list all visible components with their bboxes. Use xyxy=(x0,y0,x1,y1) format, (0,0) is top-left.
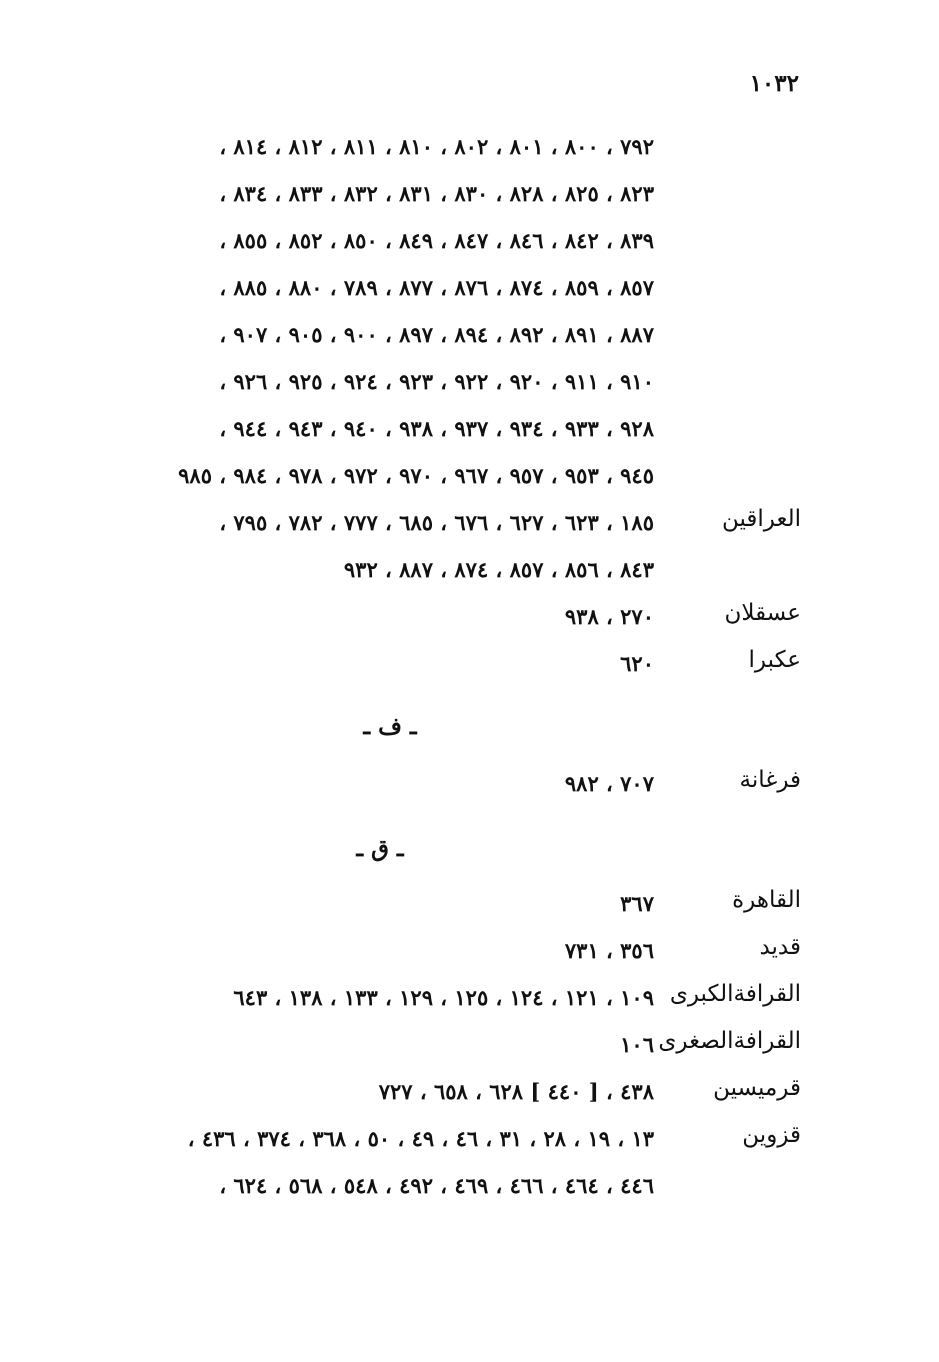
page-refs: ٤٤٦ ، ٤٦٤ ، ٤٦٦ ، ٤٦٩ ، ٤٩٢ ، ٥٤٨ ، ٥٦٨ ، ٦٢٤ ، xyxy=(219,1173,654,1198)
place-name: العراقين xyxy=(721,506,801,532)
page-refs: ٦٢٠ xyxy=(620,651,654,676)
page-refs: ١٠٦ xyxy=(620,1032,654,1057)
continued-line: ٨٨٧ ، ٨٩١ ، ٨٩٢ ، ٨٩٤ ، ٨٩٧ ، ٩٠٠ ، ٩٠٥ ، ٩٠٧ ، xyxy=(219,322,654,347)
continued-line: ٨٥٧ ، ٨٥٩ ، ٨٧٤ ، ٨٧٦ ، ٨٧٧ ، ٧٨٩ ، ٨٨٠ ، ٨٨٥ ، xyxy=(219,275,654,300)
continued-line: ٨٢٣ ، ٨٢٥ ، ٨٢٨ ، ٨٣٠ ، ٨٣١ ، ٨٣٢ ، ٨٣٣ ، ٨٣٤ ، xyxy=(219,181,654,206)
page-refs: ٢٧٠ ، ٩٣٨ xyxy=(564,604,654,629)
page-refs: ٣٥٦ ، ٧٣١ xyxy=(564,938,654,963)
page-refs: ١٣ ، ١٩ ، ٢٨ ، ٣١ ، ٤٦ ، ٤٩ ، ٥٠ ، ٣٦٨ ، ٣٧٤ ، ٤٣٦ ، xyxy=(187,1126,654,1151)
page-number: ١٠٣٢ xyxy=(749,70,799,97)
page-refs: ٧٠٧ ، ٩٨٢ xyxy=(564,771,654,796)
page-refs: ١٨٥ ، ٦٢٣ ، ٦٢٧ ، ٦٧٦ ، ٦٨٥ ، ٧٧٧ ، ٧٨٢ ، ٧٩٥ ، xyxy=(219,510,654,535)
continued-line: ٩١٠ ، ٩١١ ، ٩٢٠ ، ٩٢٢ ، ٩٢٣ ، ٩٢٤ ، ٩٢٥ ، ٩٢٦ ، xyxy=(219,369,654,394)
place-name: القرافةالكبرى xyxy=(669,981,801,1007)
place-name: قديد xyxy=(759,934,801,960)
page-refs: ١٠٩ ، ١٢١ ، ١٢٤ ، ١٢٥ ، ١٢٩ ، ١٣٣ ، ١٣٨ ، ٦٤٣ xyxy=(233,985,654,1010)
page-refs: ٤٣٨ ، [ ٤٤٠ ] ٦٢٨ ، ٦٥٨ ، ٧٢٧ xyxy=(378,1079,654,1104)
place-name: القرافةالصغرى xyxy=(658,1028,801,1054)
place-name: قرميسين xyxy=(713,1075,801,1101)
section-letter-qaf: ـ ق ـ xyxy=(356,835,404,862)
continued-line: ٩٢٨ ، ٩٣٣ ، ٩٣٤ ، ٩٣٧ ، ٩٣٨ ، ٩٤٠ ، ٩٤٣ ، ٩٤٤ ، xyxy=(219,416,654,441)
place-name: قزوين xyxy=(742,1122,801,1148)
place-name: عسقلان xyxy=(724,600,801,626)
place-name: القاهرة xyxy=(732,887,801,913)
continued-line: ٧٩٢ ، ٨٠٠ ، ٨٠١ ، ٨٠٢ ، ٨١٠ ، ٨١١ ، ٨١٢ ، ٨١٤ ، xyxy=(219,134,654,159)
place-name: عكبرا xyxy=(748,647,801,673)
page-refs: ٨٤٣ ، ٨٥٦ ، ٨٥٧ ، ٨٧٤ ، ٨٨٧ ، ٩٣٢ xyxy=(343,557,654,582)
continued-line: ٨٣٩ ، ٨٤٢ ، ٨٤٦ ، ٨٤٧ ، ٨٤٩ ، ٨٥٠ ، ٨٥٢ ، ٨٥٥ ، xyxy=(219,228,654,253)
page-refs: ٣٦٧ xyxy=(620,891,654,916)
continued-line: ٩٤٥ ، ٩٥٣ ، ٩٥٧ ، ٩٦٧ ، ٩٧٠ ، ٩٧٢ ، ٩٧٨ ، ٩٨٤ ، ٩٨٥ xyxy=(178,463,654,488)
place-name: فرغانة xyxy=(739,767,801,793)
section-letter-fa: ـ ف ـ xyxy=(363,713,417,740)
